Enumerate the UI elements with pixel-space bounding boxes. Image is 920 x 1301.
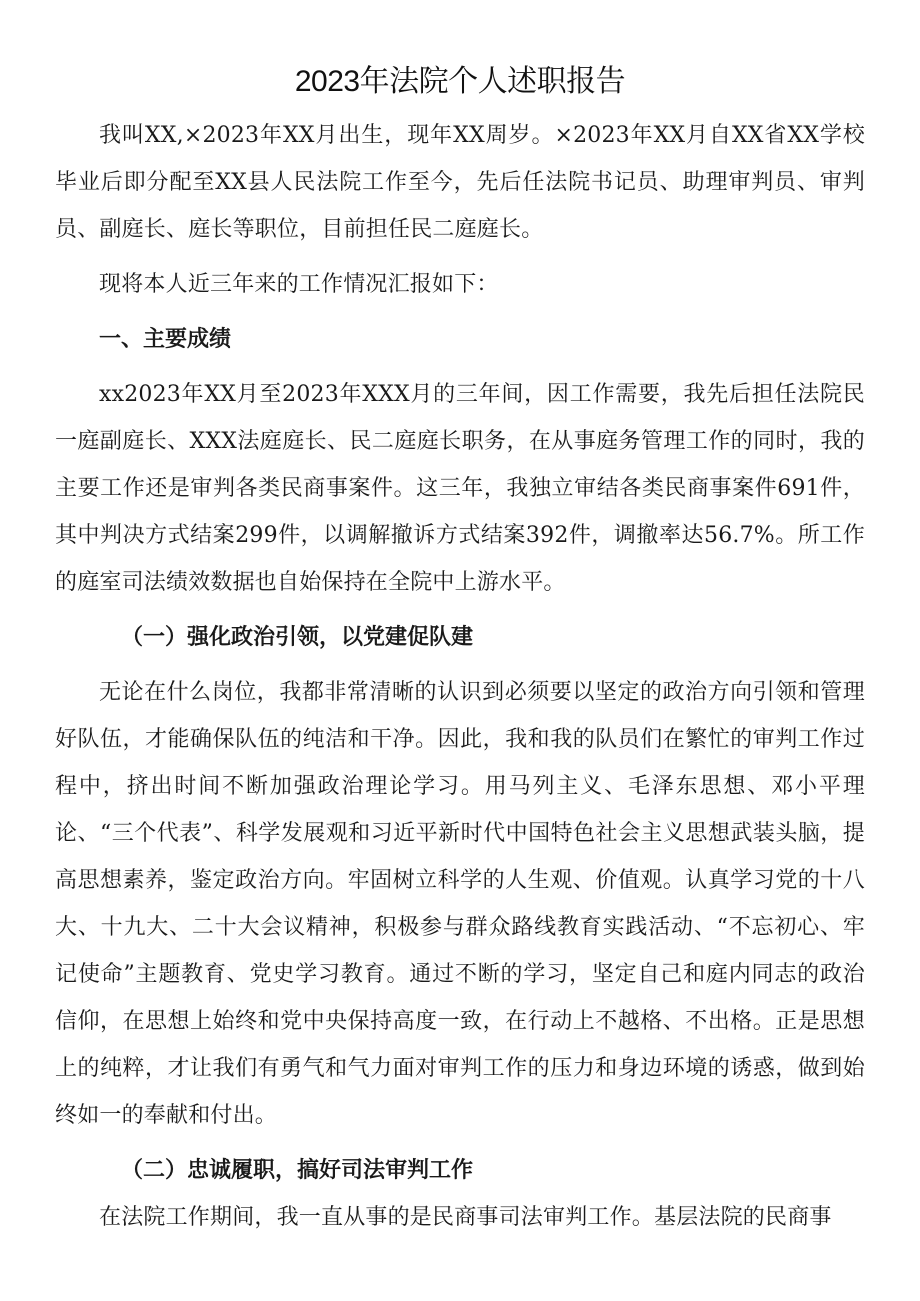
intro-paragraph: 我叫XX,×2023年XX月出生，现年XX周岁。×2023年XX月自XX省XX学校毕业后即分配至XX县人民法院工作至今，先后任法院书记员、助理审判员、审判员、副庭长、庭长等职位，目前担任民二庭庭长。	[55, 123, 865, 242]
political-leadership-paragraph: 无论在什么岗位，我都非常清晰的认识到必须要以坚定的政治方向引领和管理好队伍，才能确保队伍的纯洁和干净。因此，我和我的队员们在繁忙的审判工作过程中，挤出时间不断加强政治理论学习。用马列主义、毛泽东思想、邓小平理论、“三个代表”、科学发展观和习近平新时代中国特色社会主义思想武装头脑，提高思想素养，鉴定政治方向。牢固树立科学的人生观、价值观。认真学习党的十八大、十九大、二十大会议精神，积极参与群众路线教育实践活动、“不忘初心、牢记使命”主题教育、党史学习教育。通过不断的学习，坚定自己和庭内同志的政治信仰，在思想上始终和党中央保持高度一致，在行动上不越格、不出格。正是思想上的纯粹，才让我们有勇气和气力面对审判工作的压力和身边环境的诱惑，做到始终如一的奉献和付出。	[55, 680, 865, 1128]
achievements-paragraph: xx2023年XX月至2023年XXX月的三年间，因工作需要，我先后担任法院民一庭副庭长、XXX法庭庭长、民二庭庭长职务，在从事庭务管理工作的同时，我的主要工作还是审判各类民商事案件。这三年，我独立审结各类民商事案件691件，其中判决方式结案299件，以调解撤诉方式结案392件，调撤率达56.7%。所工作的庭室司法绩效数据也自始保持在全院中上游水平。	[55, 382, 865, 595]
section-heading-main-achievements: 一、主要成绩	[99, 326, 232, 352]
subsection-heading-judicial-work: （二）忠诚履职，搞好司法审判工作	[121, 1157, 474, 1183]
subsection-heading-political-leadership: （一）强化政治引领，以党建促队建	[121, 624, 474, 650]
judicial-work-paragraph: 在法院工作期间，我一直从事的是民商事司法审判工作。基层法院的民商事	[99, 1205, 832, 1230]
document-title: 2023年法院个人述职报告	[294, 65, 626, 98]
report-lead-paragraph: 现将本人近三年来的工作情况汇报如下：	[99, 272, 499, 297]
document-page	[55, 58, 865, 1241]
